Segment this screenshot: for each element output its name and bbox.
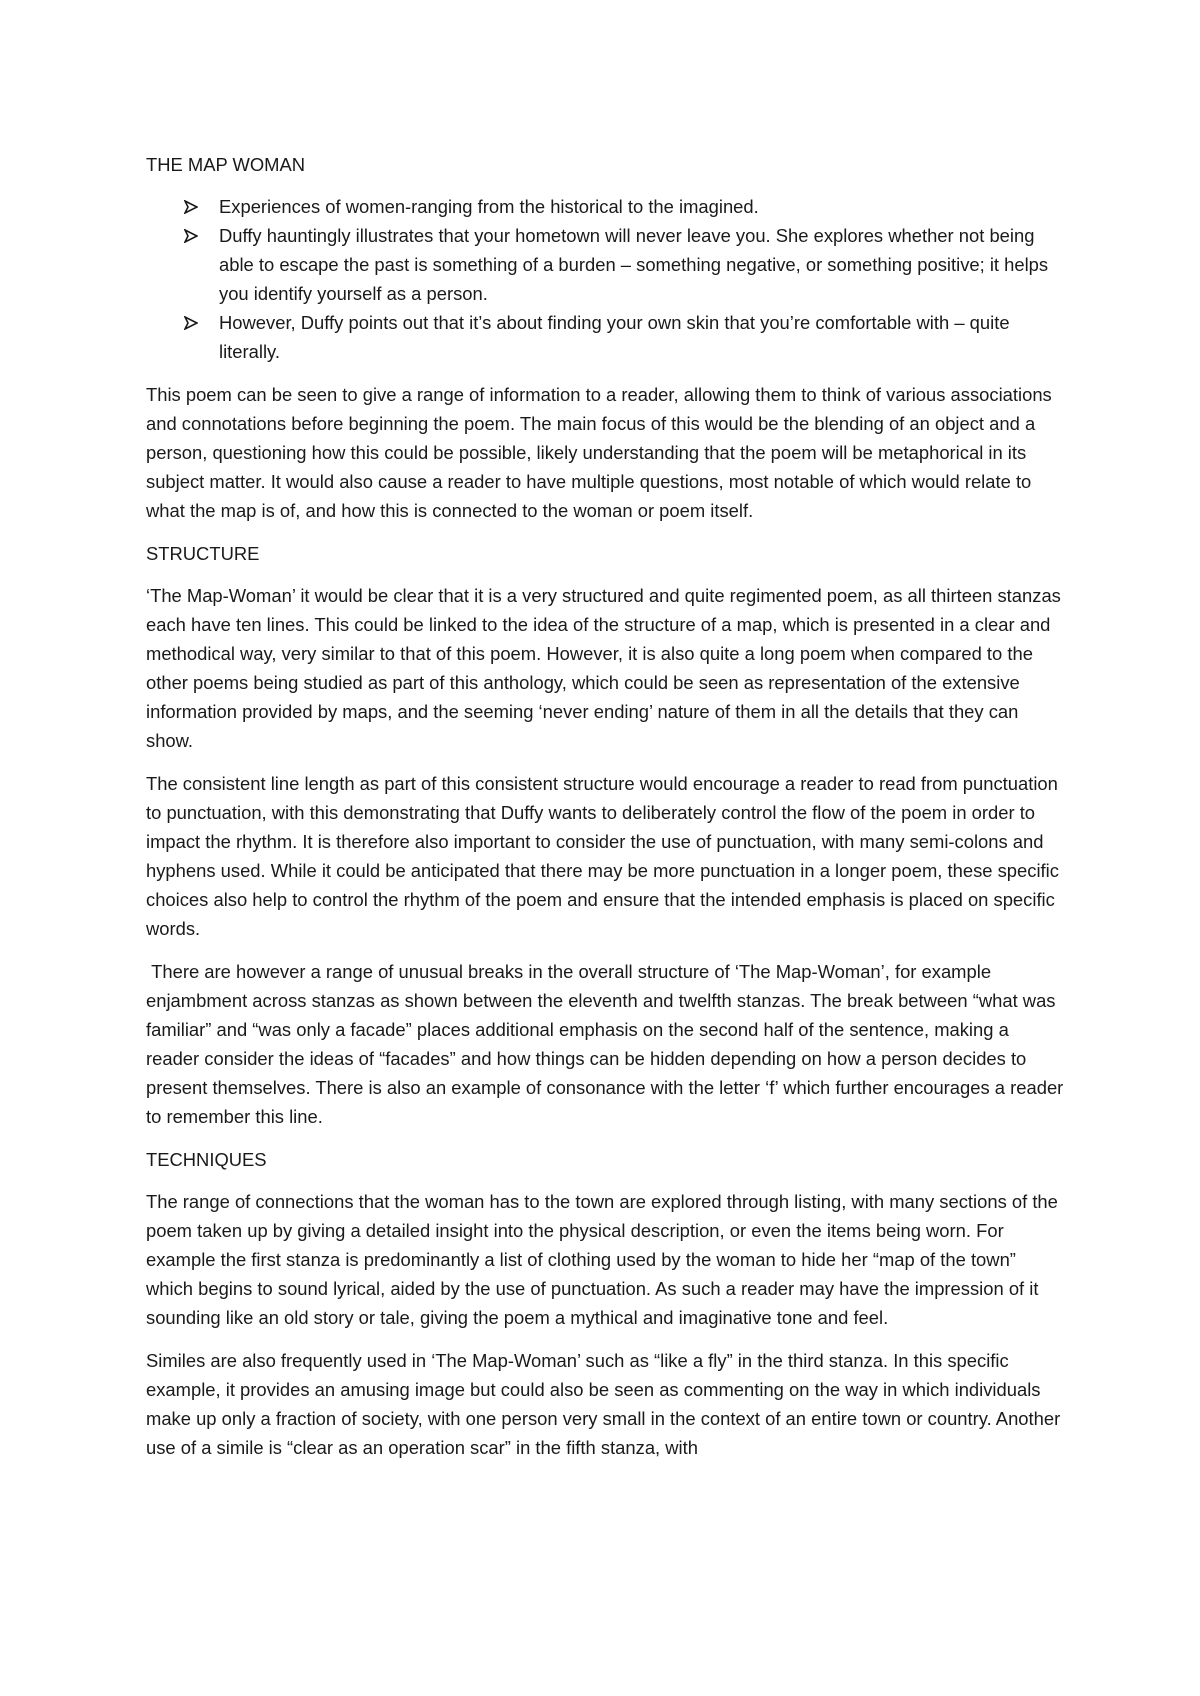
techniques-paragraph: Similes are also frequently used in ‘The Map-Woman’ such as “like a fly” in the third stanza. In this specific example, it provides an amusing image but could also be seen as commenting on the way in which individuals make up only a fraction of society, with one person very small in the context of an entire town or country. Another use of a simile is “clear as an operation scar” in the fifth stanza, with [146, 1350, 1066, 1458]
bullet-text: However, Duffy points out that it’s about finding your own skin that you’re comfortable with – quite literally. [219, 312, 1010, 362]
techniques-paragraph: The range of connections that the woman has to the town are explored through listing, with many sections of the poem taken up by giving a detailed insight into the physical description, or even the items being worn. For example the first stanza is predominantly a list of clothing used by the woman to hide her “map of the town” which begins to sound lyrical, aided by the use of punctuation. As such a reader may have the impression of it sounding like an old story or tale, giving the poem a mythical and imaginative tone and feel. [146, 1191, 1064, 1328]
bullet-list [146, 192, 1066, 366]
arrowhead-bullet-icon [184, 316, 198, 330]
arrowhead-bullet-icon [184, 229, 198, 243]
intro-paragraph: This poem can be seen to give a range of information to a reader, allowing them to think of various associations and connotations before beginning the poem. The main focus of this would be the blending of an object and a person, questioning how this could be possible, likely understanding that the poem will be metaphorical in its subject matter. It would also cause a reader to have multiple questions, most notable of which would relate to what the map is of, and how this is connected to the woman or poem itself. [146, 384, 1057, 521]
document-page [146, 150, 1069, 1476]
structure-heading: STRUCTURE [146, 543, 260, 564]
structure-paragraph: There are however a range of unusual breaks in the overall structure of ‘The Map-Woman’, for example enjambment across stanzas as shown between the eleventh and twelfth stanzas. The break between “what was familiar” and “was only a facade” places additional emphasis on the second half of the sentence, making a reader consider the ideas of “facades” and how things can be hidden depending on how a person decides to present themselves. There is also an example of consonance with the letter ‘f’ which further encourages a reader to remember this line. [146, 961, 1069, 1127]
arrowhead-bullet-icon [184, 200, 198, 214]
bullet-text: Duffy hauntingly illustrates that your hometown will never leave you. She explores whether not being able to escape the past is something of a burden – something negative, or something positive; it helps you identify yourself as a person. [219, 225, 1049, 304]
bullet-item [146, 221, 1066, 308]
bullet-item [146, 192, 1066, 221]
bullet-item [146, 308, 1066, 366]
document-title: THE MAP WOMAN [146, 154, 306, 175]
structure-paragraph: ‘The Map-Woman’ it would be clear that it is a very structured and quite regimented poem, as all thirteen stanzas each have ten lines. This could be linked to the idea of the structure of a map, which is presented in a clear and methodical way, very similar to that of this poem. However, it is also quite a long poem when compared to the other poems being studied as part of this anthology, which could be seen as representation of the extensive information provided by maps, and the seeming ‘never ending’ nature of them in all the details that they can show. [146, 585, 1066, 751]
techniques-heading: TECHNIQUES [146, 1149, 267, 1170]
structure-paragraph: The consistent line length as part of this consistent structure would encourage a reader to read from punctuation to punctuation, with this demonstrating that Duffy wants to deliberately control the flow of the poem in order to impact the rhythm. It is therefore also important to consider the use of punctuation, with many semi-colons and hyphens used. While it could be anticipated that there may be more punctuation in a longer poem, these specific choices also help to control the rhythm of the poem and ensure that the intended emphasis is placed on specific words. [146, 773, 1065, 939]
bullet-text: Experiences of women-ranging from the historical to the imagined. [219, 196, 759, 217]
